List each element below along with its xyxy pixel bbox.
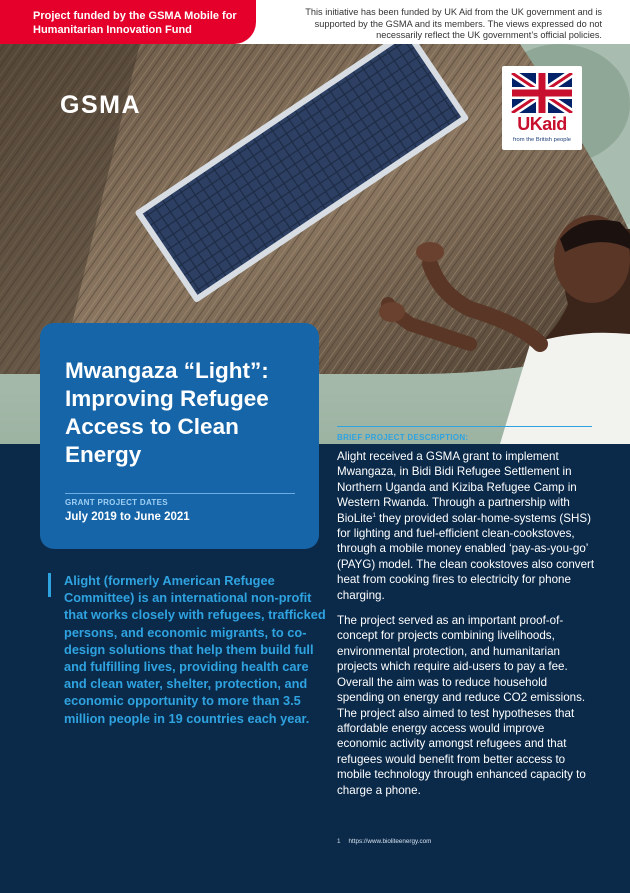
- brief-paragraph-1: [337, 449, 595, 603]
- footnote: [337, 838, 431, 845]
- ukaid-wordmark: UKaid: [517, 114, 567, 134]
- top-strip: [0, 0, 630, 44]
- funded-text: Project funded by the GSMA Mobile for Humanitarian Innovation Fund: [33, 10, 237, 36]
- dates-divider: [65, 493, 295, 494]
- ukaid-tagline: from the British people: [513, 137, 571, 143]
- brief-divider: [337, 426, 592, 427]
- brief-p1-start: Alight received a GSMA grant to implement Mwangaza, in Bidi Bidi Refugee Settlement in Northern Uganda and Kiziba Refugee Camp in Western Rwanda. Through a partnership with BioLite: [337, 450, 577, 525]
- ukaid-logo: [502, 66, 582, 150]
- funded-banner: [0, 0, 256, 44]
- dates-value: July 2019 to June 2021: [65, 511, 190, 523]
- brief-p1-end: they provided solar-home-systems (SHS) for lighting and fuel-efficient clean-cookstoves, through a mobile money enabled ‘pay-as-you-go’ (PAYG) model. The clean cookstoves also convert heat from cooking fires to electricity for phone charging.: [337, 511, 595, 602]
- brief-label: BRIEF PROJECT DESCRIPTION:: [337, 433, 469, 442]
- gsma-logo: GSMA: [60, 91, 141, 119]
- page-title: Mwangaza “Light”: Improving Refugee Access to Clean Energy: [65, 358, 269, 467]
- brief-body: [337, 449, 595, 808]
- union-jack-icon: [510, 73, 574, 113]
- intro-quote: Alight (formerly American Refugee Committee) is an international non-profit that works closely with refugees, trafficked persons, and economic migrants, to co-design solutions that help them build full and fulfilling lives, providing health care and clean water, shelter, protection, and economic opportunity to more than 3.5 million people in 19 countries each year.: [64, 573, 326, 726]
- quote-accent-bar: [48, 573, 51, 597]
- footnote-link[interactable]: https://www.bioliteenergy.com: [348, 838, 432, 845]
- disclaimer-text: This initiative has been funded by UK Aid from the UK government and is supported by the GSMA and its members. The views expressed do not necessarily reflect the UK government’s official policies.: [305, 7, 602, 40]
- title-box: [40, 323, 319, 549]
- dates-label: GRANT PROJECT DATES: [65, 498, 168, 507]
- footnote-ref: 1: [372, 512, 376, 519]
- brief-paragraph-2: The project served as an important proof-of-concept for projects combining livelihoods, environmental protection, and humanitarian projects which require aid-users to pay a fee. Overall the aim was to reduce household spending on energy and reduce CO2 emissions. The project also aimed to test hypotheses that affordable energy access would improve economic activity amongst refugees and that refugees would benefit from better access to mobile technology through enhanced capacity to charge a phone.: [337, 614, 586, 797]
- footnote-number: 1: [337, 838, 341, 845]
